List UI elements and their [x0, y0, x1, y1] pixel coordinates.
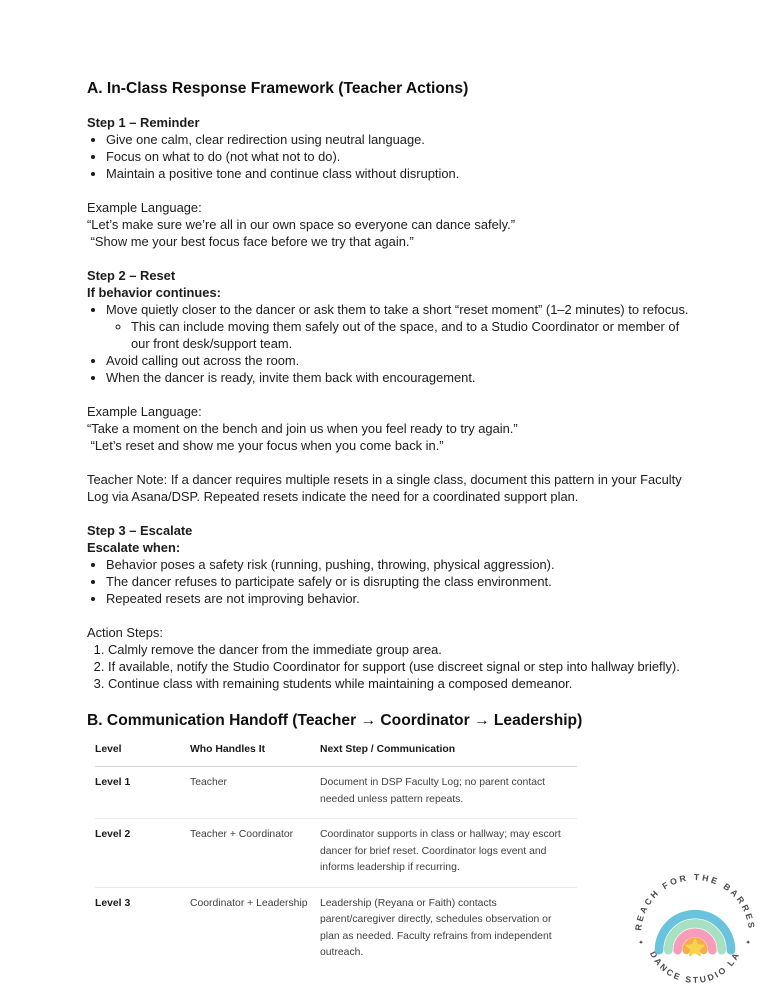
col-header-level: Level — [95, 743, 190, 767]
next-step-cell: Leadership (Reyana or Faith) contacts parent/caregiver directly, schedules observation or plan as needed. Faculty refrains from independent outreach. — [320, 897, 552, 958]
action-step-2: 2. If available, notify the Studio Coordinator for support (use discreet signal or step into hallway briefly). — [108, 658, 691, 675]
logo-bottom-text: DANCE STUDIO LA — [648, 949, 742, 986]
col-header-who: Who Handles It — [190, 743, 320, 767]
section-a-title: A. In-Class Response Framework (Teacher Actions) — [87, 80, 469, 97]
section-b-title: B. Communication Handoff (Teacher → Coordinator → Leadership) — [87, 712, 583, 729]
action-step-1: 1. Calmly remove the dancer from the immediate group area. — [108, 641, 691, 658]
document-content — [87, 79, 691, 972]
level-cell: Level 3 — [95, 897, 131, 909]
step2-bullet-2: • Avoid calling out across the room. — [106, 352, 691, 369]
next-step-cell: Coordinator supports in class or hallway; may escort dancer for brief reset. Coordinator logs event and informs leadership if recurring. — [320, 819, 577, 888]
step3-bullet-3: • Repeated resets are not improving behavior. — [106, 590, 691, 607]
logo-separator-left-icon: ✦ — [638, 939, 644, 947]
step3-bullet-1: • Behavior poses a safety risk (running, pushing, throwing, physical aggression). — [106, 556, 691, 573]
table-row-level-2 — [95, 819, 577, 888]
step1-bullet-3: • Maintain a positive tone and continue class without disruption. — [106, 165, 691, 182]
table-row-level-3 — [95, 887, 577, 972]
step2-bullet-3: • When the dancer is ready, invite them back with encouragement. — [106, 369, 691, 386]
step1-bullet-2: • Focus on what to do (not what not to do). — [106, 148, 691, 165]
who-cell: Teacher — [190, 767, 320, 819]
level-cell: Level 1 — [95, 767, 190, 819]
studio-logo-icon — [633, 872, 757, 996]
step2-heading: Step 2 – Reset — [87, 268, 176, 283]
step2-bullet-1 — [106, 301, 691, 352]
next-step-cell: Document in DSP Faculty Log; no parent contact needed unless pattern repeats. — [320, 767, 577, 819]
handoff-table — [95, 743, 577, 972]
teacher-note: Teacher Note: If a dancer requires multiple resets in a single class, document this pattern in your Faculty Log via Asana/DSP. Repeated resets indicate the need for a coordinated support plan. — [87, 472, 682, 504]
table-header-row — [95, 743, 577, 767]
step1-example-label: Example Language: — [87, 200, 202, 215]
step2-condition: If behavior continues: — [87, 285, 221, 300]
step2-example-quote-2: “Let’s reset and show me your focus when you come back in.” — [87, 438, 444, 453]
step2-example-quote-1: “Take a moment on the bench and join us when you feel ready to try again.” — [87, 421, 518, 436]
logo-top-text: REACH FOR THE BARRES — [633, 872, 757, 932]
step3-bullet-list — [87, 556, 691, 607]
action-step-3: 3. Continue class with remaining students while maintaining a composed demeanor. — [108, 675, 691, 692]
step2-example-label: Example Language: — [87, 404, 202, 419]
step1-example-quote-1: “Let’s make sure we’re all in our own space so everyone can dance safely.” — [87, 217, 515, 232]
step1-bullet-1: • Give one calm, clear redirection using neutral language. — [106, 131, 691, 148]
action-steps-label: Action Steps: — [87, 625, 163, 640]
who-cell: Coordinator + Leadership — [190, 897, 308, 909]
table-row-level-1 — [95, 767, 577, 819]
step1-heading: Step 1 – Reminder — [87, 115, 200, 130]
level-cell: Level 2 — [95, 819, 190, 888]
step3-bullet-2: • The dancer refuses to participate safely or is disrupting the class environment. — [106, 573, 691, 590]
col-header-next-step: Next Step / Communication — [320, 743, 577, 767]
step2-bullet-1-text: Move quietly closer to the dancer or ask them to take a short “reset moment” (1–2 minutes) to refocus. — [106, 302, 689, 317]
step2-sub-bullet: ◦ This can include moving them safely out of the space, and to a Studio Coordinator or member of our front desk/support team. — [131, 318, 691, 352]
logo-separator-right-icon: ✦ — [745, 939, 751, 947]
step3-condition: Escalate when: — [87, 540, 181, 555]
step1-bullet-list — [87, 131, 691, 182]
step2-sub-bullet-list — [106, 318, 691, 352]
who-cell: Teacher + Coordinator — [190, 819, 320, 888]
step3-heading: Step 3 – Escalate — [87, 523, 193, 538]
step2-bullet-list — [87, 301, 691, 386]
action-steps-list — [87, 641, 691, 692]
step1-example-quote-2: “Show me your best focus face before we try that again.” — [87, 234, 414, 249]
